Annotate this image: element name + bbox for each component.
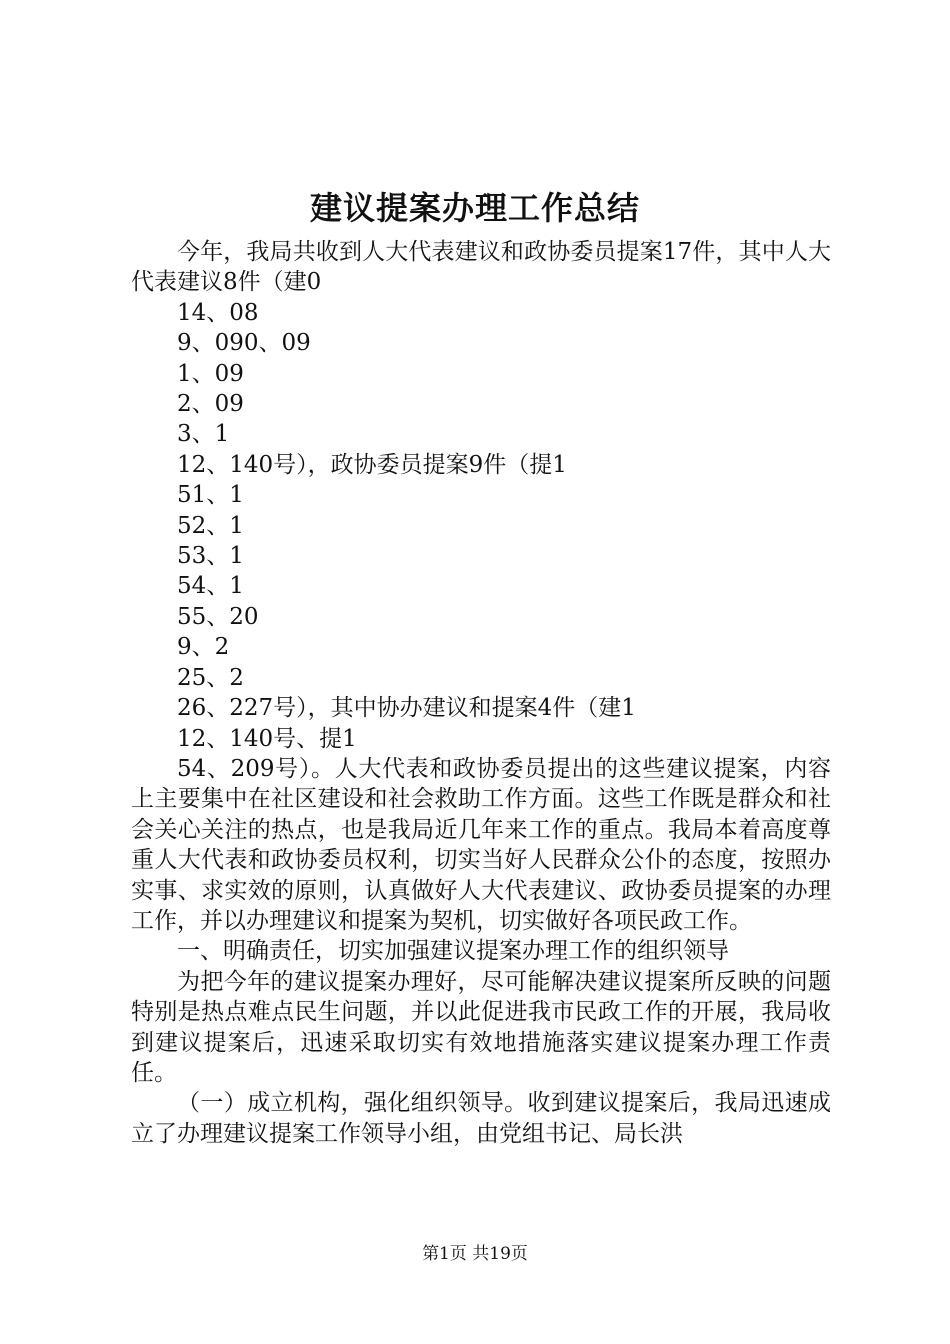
section-heading: 一、明确责任，切实加强建议提案办理工作的组织领导 <box>177 938 729 965</box>
paragraph: 25、2 <box>177 664 244 691</box>
paragraph: 为把今年的建议提案办理好，尽可能解决建议提案所反映的问题特别是热点难点民生问题，并以此促进我市民政工作的开展，我局收到建议提案后，迅速采取切实有效地措施落实建议提案办理工作责任。 <box>131 968 831 1086</box>
paragraph: 54、1 <box>177 573 244 600</box>
page-footer: 第1页 共19页 <box>422 1244 528 1264</box>
document-body <box>131 237 831 1149</box>
paragraph: 12、140号），政协委员提案9件（提1 <box>177 451 567 478</box>
paragraph: 1、09 <box>177 360 244 387</box>
paragraph: 52、1 <box>177 512 244 539</box>
paragraph: 12、140号、提1 <box>177 725 357 752</box>
paragraph: （一）成立机构，强化组织领导。收到建议提案后，我局迅速成立了办理建议提案工作领导小组，由党组书记、局长洪 <box>131 1090 831 1147</box>
paragraph: 9、090、09 <box>177 330 311 357</box>
paragraph: 3、1 <box>177 421 230 448</box>
paragraph: 26、227号），其中协办建议和提案4件（建1 <box>177 695 636 722</box>
paragraph: 今年，我局共收到人大代表建议和政协委员提案17件，其中人大代表建议8件（建0 <box>131 239 831 296</box>
paragraph: 53、1 <box>177 543 244 570</box>
paragraph: 9、2 <box>177 634 230 661</box>
paragraph: 51、1 <box>177 482 244 509</box>
paragraph: 14、08 <box>177 299 259 326</box>
paragraph: 2、09 <box>177 391 244 418</box>
paragraph: 55、20 <box>177 603 259 630</box>
document-title: 建议提案办理工作总结 <box>309 189 640 227</box>
paragraph: 54、209号）。人大代表和政协委员提出的这些建议提案，内容上主要集中在社区建设和社会救助工作方面。这些工作既是群众和社会关心关注的热点，也是我局近几年来工作的重点。我局本着高度尊重人大代表和政协委员权利，切实当好人民群众公仆的态度，按照办实事、求实效的原则，认真做好人大代表建议、政协委员提案的办理工作，并以办理建议和提案为契机，切实做好各项民政工作。 <box>131 755 831 934</box>
